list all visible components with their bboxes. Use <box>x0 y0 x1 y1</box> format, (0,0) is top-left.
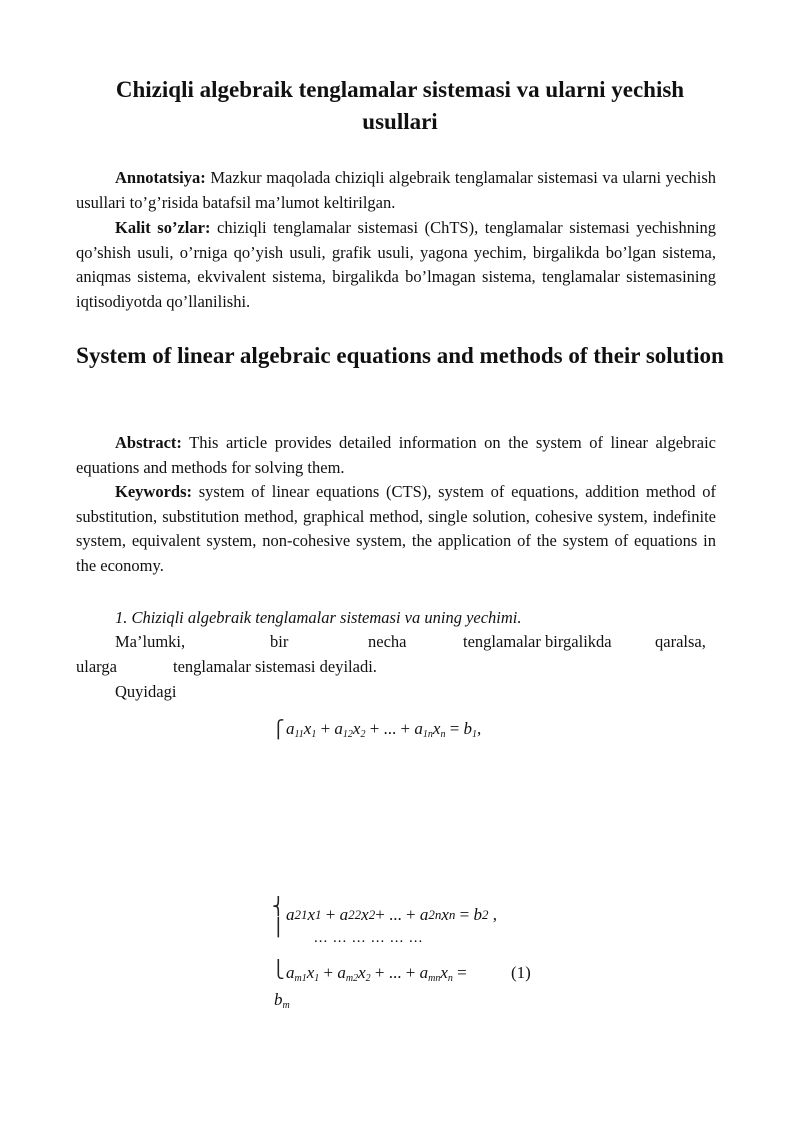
keywords-uz-text: chiziqli tenglamalar sistemasi (ChTS), tenglamalar sistemasi yechishning qo’shish usuli, o’rniga qo’yish usuli, grafik usuli, yagona yechim, birgalikda bo’lgan sistema, aniqmas sistema, ekvivalent sistema, birgalikda bo’lmagan sistema, tenglamalar sistemasining iqtisodiyotda qo’llanilishi. <box>76 218 717 312</box>
equation-m-rhs: $b_m$ <box>274 990 290 1011</box>
section-line-3 <box>76 682 716 706</box>
word: Ma’lumki, <box>115 632 186 651</box>
abstract-label: Abstract: <box>115 433 182 452</box>
keywords-uz-paragraph <box>76 216 716 315</box>
word: ularga <box>76 657 117 676</box>
section-line-2 <box>76 657 716 681</box>
section-line-1 <box>76 632 716 656</box>
word: Quyidagi <box>115 682 177 701</box>
word: tenglamalar birgalikda <box>463 632 612 651</box>
brace-top: ⎧ <box>272 720 285 740</box>
annotation-paragraph <box>76 166 716 215</box>
word: bir <box>270 632 289 651</box>
equation-m: $a_{m1}x_1 + a_{m2}x_2$ + ... + $a_{mn}x_n$ = <box>286 963 467 984</box>
title-english: System of linear algebraic equations and methods of their solution <box>76 343 724 368</box>
annotation-label: Annotatsiya: <box>115 168 206 187</box>
brace-middle: ⎨ <box>272 897 285 917</box>
word: necha <box>368 632 407 651</box>
abstract-text: This article provides detailed information on the system of linear algebraic equations and methods for solving them. <box>76 433 716 477</box>
annotation-text: Mazkur maqolada chiziqli algebraik tenglamalar sistemasi va ularni yechish usullari to’g’risida batafsil ma’lumot keltirilgan. <box>76 168 717 212</box>
section-heading: 1. Chiziqli algebraik tenglamalar sistemasi va uning yechimi. <box>115 608 522 627</box>
brace-bottom: ⎩ <box>272 960 285 980</box>
abstract-paragraph <box>76 431 716 480</box>
word: tenglamalar sistemasi deyiladi. <box>173 657 377 676</box>
brace-middle-lower: ⎪ <box>272 918 285 938</box>
equation-2: a21x1 + a22x2+ ... + a2nxn = b2 , <box>286 905 498 924</box>
keywords-uz-label: Kalit so’zlar: <box>115 218 211 237</box>
keywords-en-label: Keywords: <box>115 482 192 501</box>
keywords-en-text: system of linear equations (CTS), system of equations, addition method of substitution, substitution method, graphical method, single solution, cohesive system, indefinite system, equivalent system, non-cohesive system, the application of the system of equations in the economy. <box>76 482 716 576</box>
word: qaralsa, <box>655 632 706 651</box>
title-uzbek: Chiziqli algebraik tenglamalar sistemasi va ularni yechish usullari <box>115 77 685 134</box>
keywords-en-paragraph <box>76 480 716 579</box>
equation-number: (1) <box>511 963 531 982</box>
equation-1: $a_{11}x_1 + a_{12}x_2$ + ... + $a_{1n}x_n = b_1$, <box>286 719 482 740</box>
equation-dots-row: ... ... ... ... ... ... <box>314 930 424 946</box>
